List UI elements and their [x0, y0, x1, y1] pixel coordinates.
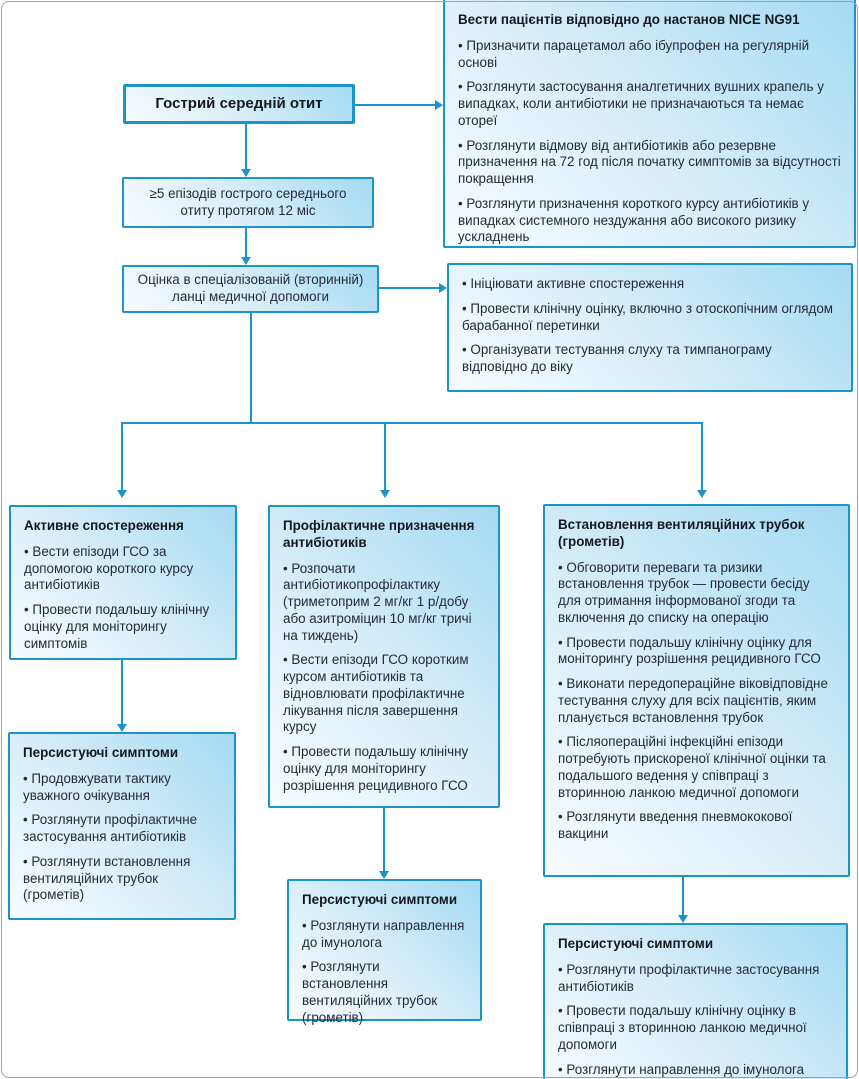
box-title: Персистуючі симптоми	[558, 936, 714, 951]
arrowhead-down-icon	[379, 871, 389, 879]
flow-box-label: ≥5 епізодів гострого середнього отиту протягом 12 міс	[149, 185, 347, 218]
arrowhead-right-icon	[439, 283, 447, 293]
bullet-item: • Призначити парацетамол або ібупрофен на регулярній основі	[458, 38, 841, 72]
bullet-item: • Провести клінічну оцінку, включно з отоскопічним оглядом барабанної перетинки	[462, 301, 838, 335]
flow-box-persistent-symptoms-grommets	[543, 923, 848, 1079]
bullet-item: • Провести подальшу клінічну оцінку для моніторингу розрішення рецидивного ГСО	[558, 635, 835, 669]
connector-branch-to-observation	[121, 422, 123, 491]
connector-branch-to-prophylaxis	[384, 422, 386, 491]
bullet-list	[24, 544, 222, 653]
connector-branch-horizontal	[122, 422, 703, 424]
flow-box-persistent-symptoms-observation	[8, 732, 236, 920]
bullet-list	[283, 561, 485, 795]
arrowhead-down-icon	[117, 490, 127, 498]
flow-box-secondary-care-assessment	[122, 265, 379, 313]
flow-box-episode-criteria	[122, 177, 374, 228]
arrowhead-down-icon	[678, 915, 688, 923]
flow-box-grommets-insertion	[543, 504, 850, 877]
connector-assessment-to-secondary	[379, 287, 439, 289]
bullet-list	[458, 38, 841, 246]
bullet-list	[302, 918, 467, 1027]
bullet-item: • Розглянути направлення до імунолога	[558, 1062, 833, 1079]
bullet-item: • Виконати передопераційне віковідповідне тестування слуху для всіх пацієнтів, яким планується встановлення трубок	[558, 676, 835, 726]
connector-branch-to-grommets	[701, 422, 703, 491]
connector-prophylaxis-to-persistent	[383, 808, 385, 872]
arrowhead-right-icon	[435, 100, 443, 110]
bullet-item: • Вести епізоди ГСО коротким курсом антибіотиків та відновлювати профілактичне лікування після завершення курсу	[283, 652, 485, 736]
bullet-item: • Ініціювати активне спостереження	[462, 276, 838, 293]
bullet-list	[23, 771, 221, 904]
connector-observation-to-persistent	[121, 660, 123, 725]
bullet-item: • Провести подальшу клінічну оцінку для моніторингу симптомів	[24, 602, 222, 652]
bullet-list	[462, 276, 838, 376]
bullet-item: • Організувати тестування слуху та тимпанограму відповідно до віку	[462, 342, 838, 376]
bullet-item: • Продовжувати тактику уважного очікування	[23, 771, 221, 805]
connector-start-to-nice	[355, 104, 435, 106]
bullet-item: • Розглянути відмову від антибіотиків або резервне призначення на 72 год після початку симптомів за відсутності покращення	[458, 138, 841, 188]
flow-box-active-observation	[9, 505, 237, 660]
box-title: Вести пацієнтів відповідно до настанов NICE NG91	[458, 12, 800, 27]
flow-box-persistent-symptoms-prophylaxis	[287, 879, 482, 1025]
bullet-item: • Провести подальшу клінічну оцінку в співпраці з вторинною ланкою медичної допомоги	[558, 1003, 833, 1053]
bullet-item: • Розглянути призначення короткого курсу антибіотиків у випадках системного нездужання або високого ризику ускладнень	[458, 196, 841, 246]
arrowhead-down-icon	[697, 490, 707, 498]
bullet-item: • Вести епізоди ГСО за допомогою короткого курсу антибіотиків	[24, 544, 222, 594]
bullet-list	[558, 560, 835, 843]
bullet-item: • Розглянути встановлення вентиляційних трубок (грометів)	[302, 959, 467, 1026]
bullet-item: • Розглянути направлення до імунолога	[302, 918, 467, 952]
flow-box-nice-guideline	[443, 0, 856, 248]
flow-box-label: Гострий середній отит	[155, 94, 323, 112]
bullet-list	[558, 962, 833, 1079]
box-title: Персистуючі симптоми	[23, 745, 179, 760]
flow-box-secondary-care-actions	[447, 263, 853, 392]
bullet-item: • Післяопераційні інфекційні епізоди потребують прискореної клінічної оцінки та подальшого ведення у співпраці з вторинною ланкою медичної допомоги	[558, 734, 835, 801]
connector-assessment-branch-stem	[250, 313, 252, 424]
connector-start-to-episodes	[245, 124, 247, 170]
connector-grommets-to-persistent	[682, 877, 684, 916]
connector-episodes-to-assessment	[245, 228, 247, 258]
bullet-item: • Обговорити переваги та ризики встановлення трубок — провести бесіду для отримання інформованої згоди та включення до списку на операцію	[558, 560, 835, 627]
box-title: Профілактичне призначення антибіотиків	[283, 518, 475, 550]
bullet-item: • Провести подальшу клінічну оцінку для моніторингу розрішення рецидивного ГСО	[283, 744, 485, 794]
arrowhead-down-icon	[241, 257, 251, 265]
bullet-item: • Розглянути введення пневмококової вакцини	[558, 809, 835, 843]
bullet-item: • Розпочати антибіотикопрофілактику (триметоприм 2 мг/кг 1 р/добу або азитроміцин 10 мг/кг тричі на тиждень)	[283, 561, 485, 645]
flow-box-acute-otitis-media	[123, 84, 355, 124]
bullet-item: • Розглянути профілактичне застосування антибіотиків	[23, 812, 221, 846]
arrowhead-down-icon	[380, 490, 390, 498]
bullet-item: • Розглянути профілактичне застосування антибіотиків	[558, 962, 833, 996]
flow-box-antibiotic-prophylaxis	[268, 505, 500, 808]
bullet-item: • Розглянути застосування аналгетичних вушних крапель у випадках, коли антибіотики не призначаються та немає отореї	[458, 79, 841, 129]
box-title: Персистуючі симптоми	[302, 892, 458, 907]
arrowhead-down-icon	[241, 169, 251, 177]
box-title: Встановлення вентиляційних трубок (грометів)	[558, 517, 805, 549]
arrowhead-down-icon	[117, 724, 127, 732]
box-title: Активне спостереження	[24, 518, 184, 533]
flow-box-label: Оцінка в спеціалізованій (вторинній) ланці медичної допомоги	[137, 272, 364, 304]
bullet-item: • Розглянути встановлення вентиляційних трубок (грометів)	[23, 854, 221, 904]
